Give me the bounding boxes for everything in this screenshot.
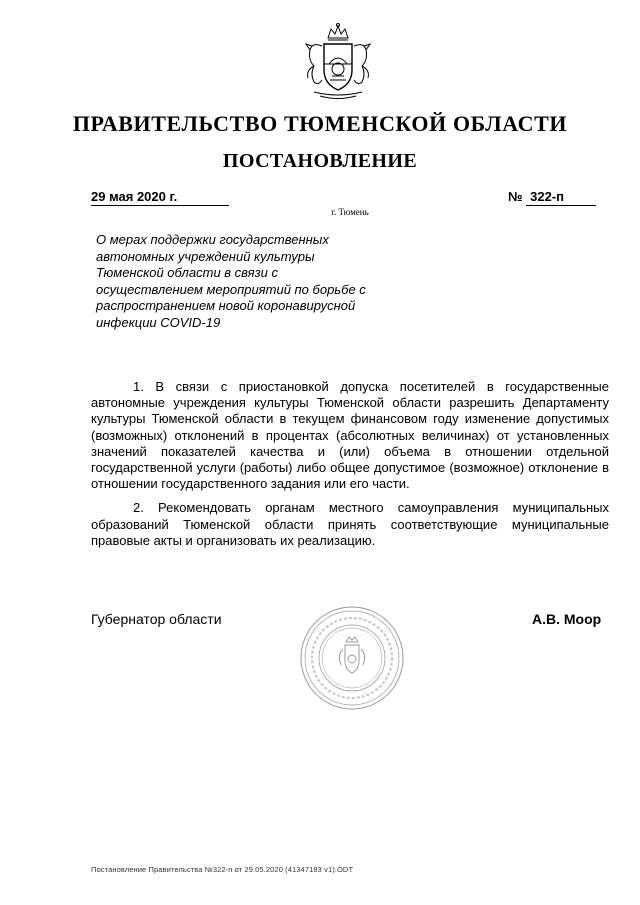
signer-name: А.В. Моор <box>532 611 602 627</box>
city-label: г. Тюмень <box>331 207 369 217</box>
document-body <box>91 379 609 557</box>
body-paragraph: 1. В связи с приостановкой допуска посетителей в государственные автономные учреждения культуры Тюменской области разрешить Департаменту культуры Тюменской области в текущем финансовом году изменение допустимых (возможных) отклонений в процентах (абсолютных величинах) от установленных значений показателей качества и (или) объема в отношении отдельной государственной услуги (работы) либо общее допустимое (возможное) отклонение в отношении государственного задания или его части. <box>91 379 609 492</box>
document-number-field <box>508 189 604 206</box>
document-type-heading: ПОСТАНОВЛЕНИЕ <box>222 150 418 172</box>
document-footer: Постановление Правительства №322-п от 29.05.2020 (41347183 v1).ODT <box>91 865 354 874</box>
signer-position: Губернатор области <box>91 611 222 627</box>
body-paragraph: 2. Рекомендовать органам местного самоуправления муниципальных образований Тюменской области принять соответствующие муниципальные правовые акты и организовать их реализацию. <box>91 500 609 548</box>
document-number: 322-п <box>526 189 596 206</box>
official-seal-icon <box>299 605 405 711</box>
number-prefix: № <box>508 189 523 204</box>
document-subject: О мерах поддержки государственных автономных учреждений культуры Тюменской области в связи с осуществлением мероприятий по борьбе с распространением новой коронавирусной инфекции COVID-19 <box>96 232 366 330</box>
coat-of-arms-icon <box>300 20 376 102</box>
government-title: ПРАВИТЕЛЬСТВО ТЮМЕНСКОЙ ОБЛАСТИ <box>72 111 568 136</box>
document-date: 29 мая 2020 г. <box>91 189 229 206</box>
